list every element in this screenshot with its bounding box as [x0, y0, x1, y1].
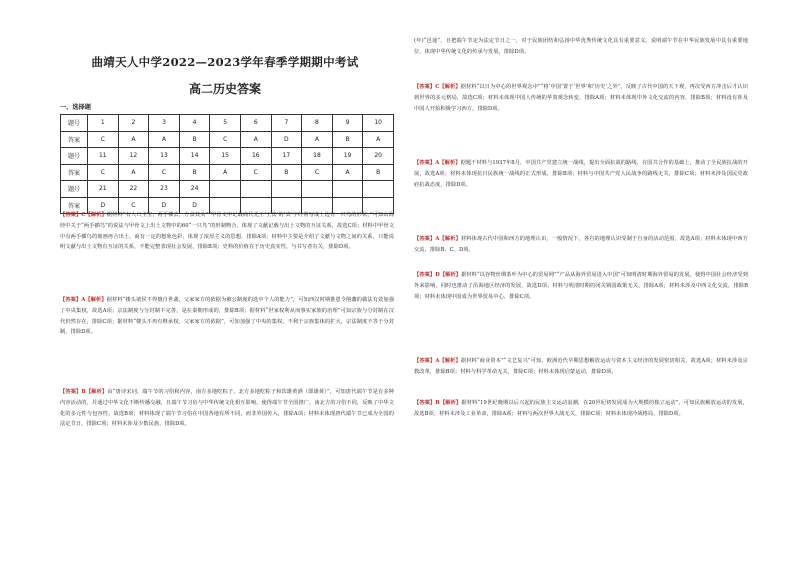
- answer-tag: 【答案】C【解析】: [60, 212, 107, 218]
- answer-table-cell: 22: [118, 181, 149, 198]
- answer-table-cell: D: [149, 197, 180, 214]
- answer-table-row-label: 答案: [61, 197, 88, 214]
- answer-table-cell: D: [271, 131, 302, 148]
- answer-text: 据材料“以谷物丝绸茶叶为中心的贸易网”“产品从海外贸易进入中国”可知明清时期海外贸易的发展，使得中国社会经济受到外来影响，同时也推动了沿海地区经济的发展，故选D项；材料与明清时期的闭关锁国政策无关，排除A项；材料未涉及中西文化交流，排除B项；材料未体现中国成为世界贸易中心，排除C项。: [414, 272, 748, 300]
- answer-explanation: [60, 210, 394, 253]
- answer-table-cell: 7: [271, 115, 302, 132]
- answer-table-cell: C: [302, 164, 333, 181]
- page-subtitle: 高二历史答案: [188, 82, 261, 96]
- answer-table-cell: 20: [363, 148, 394, 165]
- answer-tag: 【答案】D【解析】: [414, 272, 462, 278]
- answer-text: 据题干材料与1937年8月，中国共产党建立统一战线，提出全面抗战的路线，在国共合作的基础上，推动了全民族抗战的开展，故选A项；材料未体现抗日民族统一战线的正式形成，排除B项；材料与中国共产党人民战争的路线无关，排除C项；材料未涉及国民党政府抗战态度，排除D项。: [414, 160, 748, 188]
- answer-table-cell: D: [179, 197, 210, 214]
- answer-table-cell: 11: [88, 148, 119, 165]
- answer-text: (年)“邑通”，且把端午节定为法定节日之一，对于民族团结和弘扬中华优秀传统文化具有重要意义。说明端午节在中华民族发展中具有重要地位，体现中华传统文化的传承与发展。排除D项。: [414, 38, 748, 55]
- answer-text: 由“唐诗宋词，端午节的习俗和内容，南方多地吃粽子，北方多地吃粽子和饮雄黄酒（即雄黄）”，可知唐代端午节是有多种内容活动的，并通过中华文化不断传播交融，且端午节习俗与中华传统文化相互影响，使得端午节全国推广，南北方的习俗不同，反映了中华文化的多元性与包容性，故选B项；材料体现了端午节习俗在中国各地有所不同，而非外国传入，排除A项；材料未体现唐代端午节已成为全国的法定节日，排除C项；材料未涉及少数民族，排除D项。: [60, 389, 394, 428]
- answer-table-cell: 18: [302, 148, 333, 165]
- answer-table-cell: [363, 181, 394, 198]
- answer-table-cell: A: [118, 131, 149, 148]
- answer-table-cell: B: [271, 164, 302, 181]
- answer-table-row-label: 题号: [61, 115, 88, 132]
- answer-text: 据材料“楼头诸侯不得擅自世袭，父家家方的依据为被公制度的选中个人的能力”，可知西汉时期推恩令削藩的做法有效加强了中央集权，故选A项；宗法制度与分封制不完善，是在秦朝形成的，排除B项；据材料“世家权利从而事实家族的治理”可知宗族与分封制在汉代仍然存在，排除C项；据材料“楼头不再有继承权、父家家方的依据”，可知加强了中央的集权，不利于宗族集体的扩大，宗法制度不等于分封制，排除D项。: [60, 297, 394, 336]
- answer-table-row-label: 答案: [61, 164, 88, 181]
- answer-explanation: [414, 158, 748, 190]
- answer-table-cell: D: [88, 197, 119, 214]
- answer-explanation: [414, 356, 748, 378]
- answer-table-cell: [302, 181, 333, 198]
- answer-table-cell: 17: [271, 148, 302, 165]
- answer-table-cell: 21: [88, 181, 119, 198]
- answer-table-cell: 1: [88, 115, 119, 132]
- answer-table-cell: 9: [332, 115, 363, 132]
- answer-table-cell: B: [332, 131, 363, 148]
- answer-table-cell: 4: [179, 115, 210, 132]
- answer-table-cell: [332, 181, 363, 198]
- answer-table-row: [61, 148, 394, 165]
- section-heading: 一、选择题: [60, 104, 91, 111]
- answer-table-row-label: 答案: [61, 131, 88, 148]
- answer-table-row: [61, 181, 394, 198]
- answer-table-cell: B: [179, 164, 210, 181]
- answer-table-cell: 12: [118, 148, 149, 165]
- answer-table-cell: C: [88, 131, 119, 148]
- answer-table-cell: 10: [363, 115, 394, 132]
- answer-tag: 【答案】A【解析】: [414, 236, 461, 242]
- answer-text: 据材料“商业资本”“文艺复兴”可知，欧洲近代早期思想解放运动与资本主义经济的发展密切相关，故选A项；材料未涉及宗教改革，排除B项；材料与科学革命无关，排除C项；材料未体现启蒙运动，排除D项。: [414, 358, 748, 375]
- answer-tag: 【答案】A【解析】: [414, 160, 461, 166]
- answer-table-cell: 3: [149, 115, 180, 132]
- answer-explanation: [414, 270, 748, 302]
- page-title: 曲靖天人中学2022—2023学年春季学期期中考试: [91, 55, 359, 69]
- answer-table-cell: C: [210, 131, 241, 148]
- answer-table-cell: A: [210, 164, 241, 181]
- answer-table-row-label: 题号: [61, 181, 88, 198]
- answer-table-cell: [240, 181, 271, 198]
- answer-table-cell: [271, 181, 302, 198]
- answer-table-cell: C: [118, 197, 149, 214]
- answer-table-cell: 14: [179, 148, 210, 165]
- answer-table-row: [61, 131, 394, 148]
- answer-tag: 【答案】A【解析】: [414, 358, 461, 364]
- answer-text: 据材料“有人口主宝，两手插去，方食其头”“甲骨文中记载商代先王‘王宾’的‘宾’字经常写成上边有一只鸟的形状，”可知山海经中关于“两手插鸟”的说法与甲骨文上出土文物中的60“一只鸟”的形制吻合，体现了文献记载与出土文物的互证关系，故选C项；材料中甲骨文中有两手插鸟的刻画再合出土，商有一定的想象色彩，体现了浓厚主义的思想，排除A项；材料中主要是介绍了文献与文物之间的关系，只能说明文献与出土文物有互证的关系，不能完整表现社会发展，排除B项；史料的价值在于历史真实性，与书写者有关，排除D项。: [60, 212, 394, 251]
- answer-table-cell: A: [149, 131, 180, 148]
- answer-table-cell: [210, 181, 241, 198]
- answer-table-row-label: 题号: [61, 148, 88, 165]
- answer-table-cell: A: [332, 164, 363, 181]
- answer-table-cell: 5: [210, 115, 241, 132]
- answer-table-cell: B: [363, 164, 394, 181]
- answer-tag: 【答案】B【解析】: [414, 400, 462, 406]
- answer-table-cell: A: [240, 131, 271, 148]
- answer-tag: 【答案】A【解析】: [60, 297, 107, 303]
- answer-explanation: [414, 398, 748, 420]
- answer-explanation: [414, 82, 748, 114]
- answer-table-cell: C: [88, 164, 119, 181]
- answer-table-cell: B: [179, 131, 210, 148]
- answer-tag: 【答案】B【解析】: [60, 389, 108, 395]
- answer-table-row: [61, 115, 394, 132]
- answer-table-cell: 23: [149, 181, 180, 198]
- answer-table-row: [61, 164, 394, 181]
- answer-table-cell: 2: [118, 115, 149, 132]
- answer-table-cell: 13: [149, 148, 180, 165]
- answer-table-cell: 6: [240, 115, 271, 132]
- answer-text: 据材料“19世纪晚期以后兴起的民族主义运动浪潮，在20世纪初发展成为大规模的独立运动”，可知民族解放运动的发展，故选B项；材料未涉及工业革命，排除A项；材料与两次世界大战无关，排除C项；材料未体现冷战格局，排除D项。: [414, 400, 748, 417]
- answer-explanation: [60, 295, 394, 338]
- answer-table-cell: A: [118, 164, 149, 181]
- answer-table-cell: 8: [302, 115, 333, 132]
- answer-table-cell: 24: [179, 181, 210, 198]
- answer-table-cell: C: [149, 164, 180, 181]
- answer-text: 材料体现古代中国和西方的地理认识，一般情况下，各自的地理认识受制于自身的活动范围，故选A项；材料未体现中西方交流，排除B、C、D项。: [414, 236, 748, 253]
- answer-table-cell: A: [302, 131, 333, 148]
- answer-text: 据材料“以日为中心的世界观念中”“将‘中国’置于‘世界’和‘历史’之外”，反映了古代中国的天下观，再次受西方冲击后才认识到世界的多元格局，故选C项；材料未体现中国人传统的华夷观念转变，排除A项；材料未体现中外文化交流的内容，排除B项；材料没有涉及中国人开始积极学习西方，排除D项。: [414, 84, 748, 112]
- answer-tag: 【答案】C【解析】: [414, 84, 461, 90]
- answer-table: [60, 114, 394, 214]
- answer-table-cell: 16: [240, 148, 271, 165]
- answer-explanation: [414, 234, 748, 256]
- answer-table-cell: 15: [210, 148, 241, 165]
- answer-table-cell: C: [240, 164, 271, 181]
- answer-explanation: [414, 36, 748, 58]
- answer-explanation: [60, 387, 394, 430]
- answer-table-cell: A: [363, 131, 394, 148]
- answer-table-cell: 19: [332, 148, 363, 165]
